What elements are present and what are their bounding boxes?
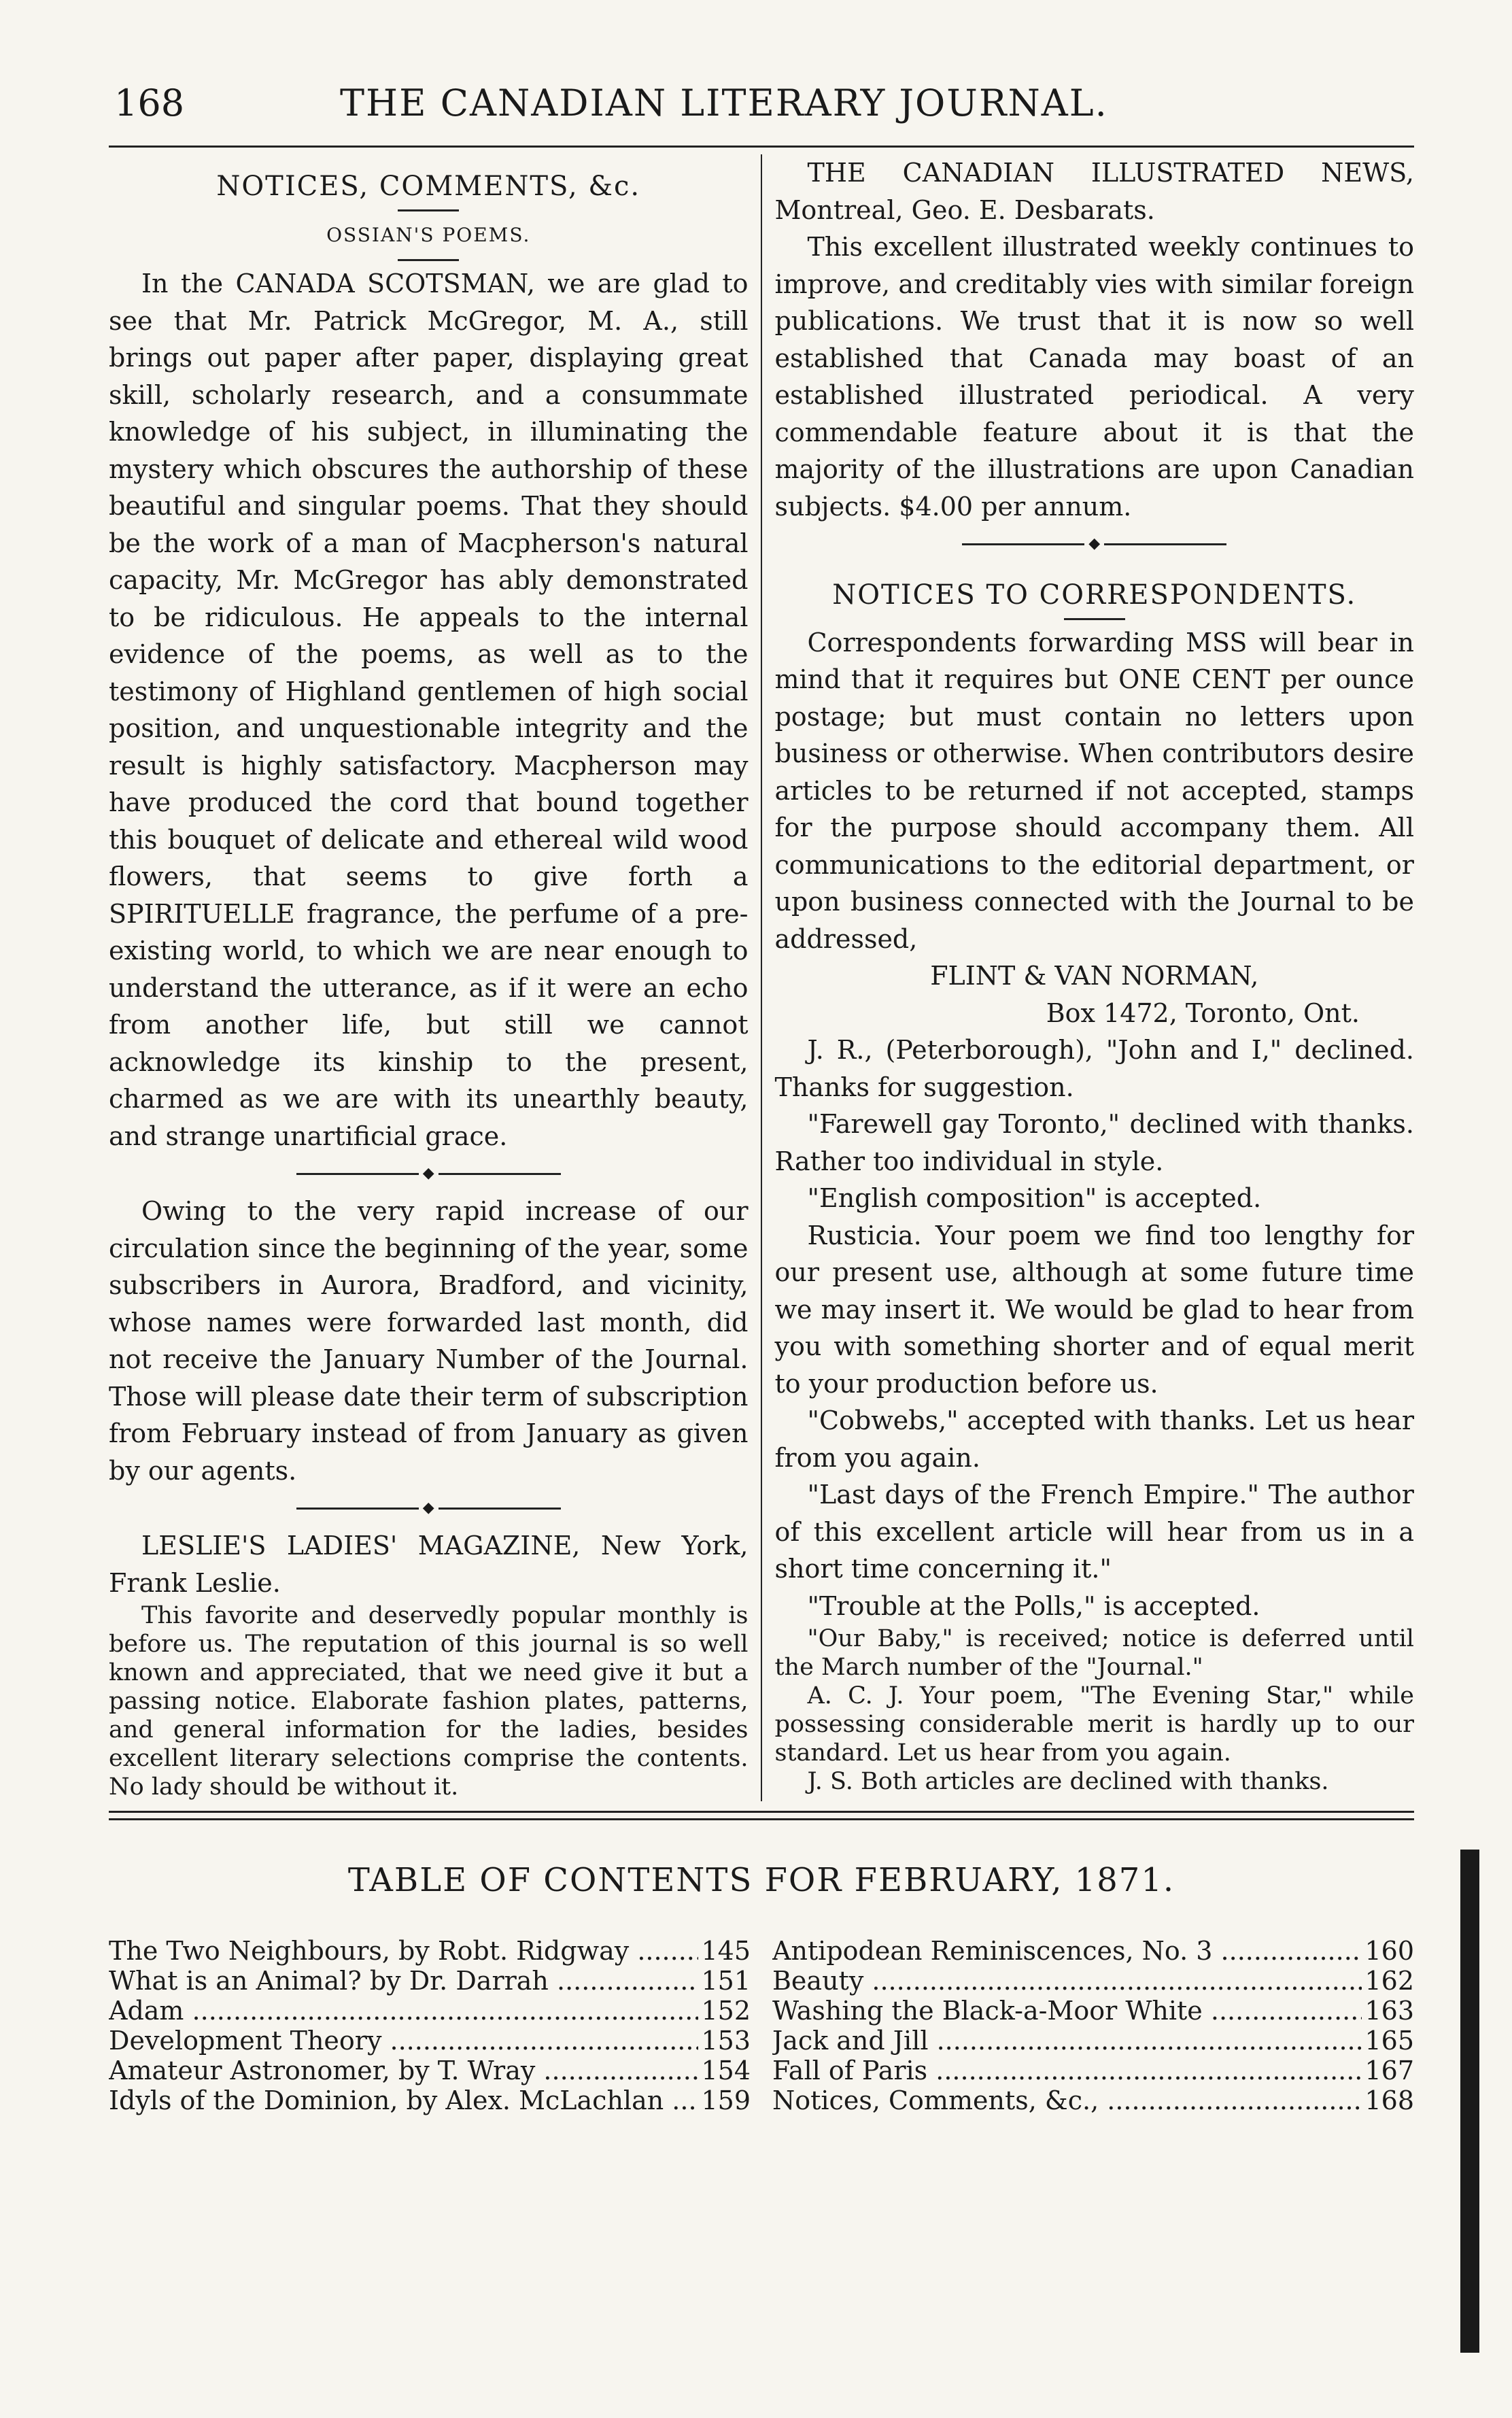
section-double-rule bbox=[109, 1811, 1414, 1820]
toc-row bbox=[772, 2056, 1414, 2085]
reply-item: J. S. Both articles are declined with thanks. bbox=[807, 1768, 1329, 1795]
page-number: 168 bbox=[114, 82, 185, 124]
toc-entry: Antipodean Reminiscences, No. 3 ..... bbox=[772, 1936, 1362, 1966]
toc-row bbox=[109, 1996, 751, 2026]
ornament-divider: ◆ bbox=[109, 1155, 749, 1193]
toc-row bbox=[109, 2026, 751, 2056]
reply-item: "Last days of the French Empire." The author of this excellent article will hear from us in a short time concerning it." bbox=[774, 1480, 1414, 1584]
left-column bbox=[109, 154, 761, 1801]
reply-item: "Farewell gay Toronto," declined with thanks. Rather too individual in style. bbox=[774, 1109, 1414, 1176]
toc-entry: Fall of Paris ..... bbox=[772, 2056, 1362, 2085]
running-head bbox=[109, 68, 1414, 143]
body-columns bbox=[109, 154, 1414, 1801]
toc-page: 167 bbox=[1364, 2056, 1414, 2085]
page bbox=[109, 68, 1414, 2115]
ossian-body: In the CANADA SCOTSMAN, we are glad to see that Mr. Patrick McGregor, M. A., still brings out paper after paper, displaying great skill, scholarly research, and a consummate knowledge of his subject, in illuminating the mystery which obscures the authorship of these beautiful and singular poems. That they should be the work of a man of Macpherson's natural capacity, Mr. McGregor has ably demonstrated to be ridiculous. He appeals to the internal evidence of the poems, as well as to the testimony of Highland gentlemen of high social position, and unquestionable integrity and the result is highly satisfactory. Macpherson may have produced the cord that bound together this bouquet of delicate and ethereal wild wood flowers, that seems to give forth a SPIRITUELLE fragrance, the perfume of a pre-existing world, to which we are near enough to understand the utterance, as if it were an echo from another life, but still we cannot acknowledge its kinship to the present, charmed as we are with its unearthly beauty, and strange unartificial grace. bbox=[109, 269, 749, 1151]
toc-entry: Washing the Black-a-Moor White ..... bbox=[772, 1996, 1362, 2026]
leslies-body: This favorite and deservedly popular monthly is before us. The reputation of this journal is so well known and appreciated, that we need give it but a passing notice. Elaborate fashion plates, patterns, and general information for the ladies, besides excellent literary selections comprise the contents. No lady should be without it. bbox=[109, 1602, 749, 1801]
toc-page: 152 bbox=[701, 1996, 751, 2026]
ornament-divider: ◆ bbox=[774, 525, 1414, 563]
toc-row bbox=[109, 2056, 751, 2085]
toc-page: 159 bbox=[701, 2085, 751, 2115]
short-rule bbox=[398, 259, 459, 261]
toc-page: 163 bbox=[1364, 1996, 1414, 2026]
reply-item: "Trouble at the Polls," is accepted. bbox=[807, 1590, 1260, 1621]
toc-row bbox=[109, 2085, 751, 2115]
leslies-title: LESLIE'S LADIES' MAGAZINE, New York, Frank Leslie. bbox=[109, 1531, 749, 1598]
correspondents-body: Correspondents forwarding MSS will bear in mind that it requires but ONE CENT per ounce postage; but must contain no letters upon business or otherwise. When contributors desire articles to be returned if not accepted, stamps for the purpose should accompany them. All communications to the editorial department, or upon business connected with the Journal to be addressed, bbox=[774, 627, 1414, 954]
short-rule bbox=[398, 209, 459, 211]
toc-page: 160 bbox=[1364, 1936, 1414, 1966]
reply-item: J. R., (Peterborough), "John and I," declined. Thanks for suggestion. bbox=[774, 1035, 1414, 1102]
toc-entry: Notices, Comments, &c., ..... bbox=[772, 2085, 1362, 2115]
toc-entry: What is an Animal? by Dr. Darrah ..... bbox=[109, 1966, 698, 1996]
correspondents-heading: NOTICES TO CORRESPONDENTS. bbox=[832, 579, 1357, 611]
toc-page: 154 bbox=[701, 2056, 751, 2085]
toc-page: 153 bbox=[701, 2026, 751, 2056]
ossian-subheading: OSSIAN'S POEMS. bbox=[326, 223, 531, 246]
toc-title: TABLE OF CONTENTS FOR FEBRUARY, 1871. bbox=[347, 1861, 1175, 1899]
illustrated-news-body: This excellent illustrated weekly continues to improve, and creditably vies with similar foreign publications. We trust that it is now so well established that Canada may boast of an established illustrated periodical. A very commendable feature about it is that the majority of the illustrations are upon Canadian subjects. $4.00 per annum. bbox=[774, 232, 1414, 522]
table-of-contents bbox=[109, 1936, 1414, 2115]
section-heading: NOTICES, COMMENTS, &c. bbox=[216, 171, 641, 202]
toc-entry: Adam ..... bbox=[109, 1996, 698, 2026]
toc-row bbox=[772, 1996, 1414, 2026]
page-edge-bar bbox=[1460, 1850, 1479, 2353]
toc-row bbox=[772, 2085, 1414, 2115]
header-rule bbox=[109, 146, 1414, 148]
toc-entry: Jack and Jill ..... bbox=[772, 2026, 1362, 2056]
journal-title: THE CANADIAN LITERARY JOURNAL. bbox=[340, 82, 1108, 124]
toc-page: 151 bbox=[701, 1966, 751, 1996]
subscribers-notice: Owing to the very rapid increase of our circulation since the beginning of the year, some subscribers in Aurora, Bradford, and vicinity, whose names were forwarded last month, did not receive the January Number of the Journal. Those will please date their term of subscription from February instead of from January as given by our agents. bbox=[109, 1196, 749, 1486]
toc-row bbox=[109, 1966, 751, 1996]
toc-entry: Amateur Astronomer, by T. Wray ..... bbox=[109, 2056, 698, 2085]
toc-entry: Beauty ..... bbox=[772, 1966, 1362, 1996]
reply-item: A. C. J. Your poem, "The Evening Star," while possessing considerable merit is hardly up to our standard. Let us hear from you again. bbox=[774, 1682, 1414, 1767]
toc-page: 168 bbox=[1364, 2085, 1414, 2115]
toc-entry: Idyls of the Dominion, by Alex. McLachlan ..... bbox=[109, 2085, 698, 2115]
illustrated-news-title: THE CANADIAN ILLUSTRATED NEWS, Montreal, Geo. E. Desbarats. bbox=[774, 158, 1414, 225]
address-line-2: Box 1472, Toronto, Ont. bbox=[1046, 998, 1360, 1028]
reply-item: "Cobwebs," accepted with thanks. Let us hear from you again. bbox=[774, 1406, 1414, 1473]
toc-entry: The Two Neighbours, by Robt. Ridgway ..... bbox=[109, 1936, 698, 1966]
reply-item: "Our Baby," is received; notice is deferred until the March number of the "Journal." bbox=[774, 1625, 1414, 1681]
right-column bbox=[762, 154, 1414, 1801]
toc-row bbox=[109, 1936, 751, 1966]
toc-row bbox=[772, 2026, 1414, 2056]
toc-row bbox=[772, 1936, 1414, 1966]
address-line-1: FLINT & VAN NORMAN, bbox=[930, 961, 1259, 991]
toc-row bbox=[772, 1966, 1414, 1996]
reply-item: Rusticia. Your poem we find too lengthy for our present use, although at some future time we may insert it. We would be glad to hear from you with something shorter and of equal merit to your production before us. bbox=[774, 1220, 1414, 1399]
short-rule bbox=[1064, 618, 1125, 620]
toc-left-column bbox=[109, 1936, 760, 2115]
toc-page: 145 bbox=[701, 1936, 751, 1966]
toc-page: 165 bbox=[1364, 2026, 1414, 2056]
toc-right-column bbox=[760, 1936, 1414, 2115]
reply-item: "English composition" is accepted. bbox=[807, 1183, 1262, 1213]
toc-page: 162 bbox=[1364, 1966, 1414, 1996]
ornament-divider: ◆ bbox=[109, 1489, 749, 1527]
toc-entry: Development Theory ..... bbox=[109, 2026, 698, 2056]
